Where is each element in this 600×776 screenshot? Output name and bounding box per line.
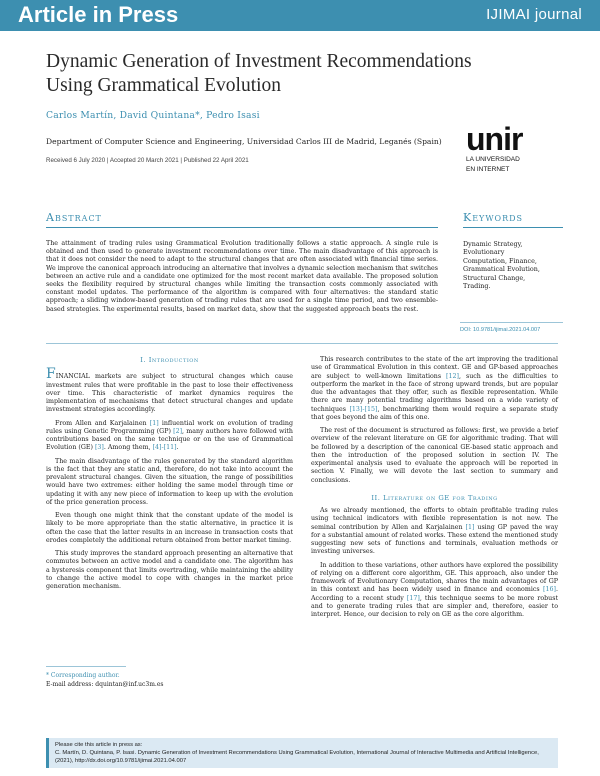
citation-link[interactable]: [2] bbox=[173, 427, 183, 435]
citation-link[interactable]: [17] bbox=[406, 594, 420, 602]
citation-text: C. Martín, D. Quintana, P. Isasi. Dynamic Generation of Investment Recommendations Using Grammatical Evolution, International Journal of Interactive Multimedia and Artificial Intelligence, (2021), http://dx.doi.org/10.9781/ijimai.2021.04.007 bbox=[55, 750, 539, 764]
keyword: Dynamic Strategy, bbox=[463, 240, 523, 248]
logo-tagline-2: EN INTERNET bbox=[466, 166, 510, 173]
abstract-text: The attainment of trading rules using Grammatical Evolution traditionally follows a static approach. A single rule is obtained and then used to generate investment recommendations over time. The main disadvantage of this approach is that it does not consider the need to adapt to the structural changes that are often associated with financial time series. We improve the canonical approach introducing an alternative that involves a dynamic selection mechanism that switches between an active rule and a candidate one optimized for the most recent market data available. The proposed solution seeks the flexibility required by structural changes while limiting the transaction costs commonly associated with constant model updates. The performance of the algorithm is compared with four alternatives: the standard static approach; a sliding window-based generation of trading rules that are used for a single time period, and two ensemble-based strategies. The experimental results, based on market data, show that the suggested approach beats the rest. bbox=[46, 240, 438, 313]
intro-paragraph-1: FINANCIAL markets are subject to structural changes which cause investment rules that were profitable in the past to lose their effectiveness over time. This characteristic of market dynamics requires the implementation of mechanisms that detect structural changes and update investment strategies accordingly. bbox=[46, 366, 293, 414]
right-paragraph-3: As we already mentioned, the efforts to obtain profitable trading rules using technical indicators with flexible representation is not new. The seminal contribution by Allen and Karjalainen [1] using GP paved the way for a substantial amount of related works. These extend the mentioned study suggesting new sets of functions and terminals, evaluation methods or investing universes. bbox=[311, 507, 559, 556]
citation-label: Please cite this article in press as: bbox=[55, 742, 143, 748]
keywords-list bbox=[463, 240, 563, 290]
literature-heading: II. Literature on GE for Trading bbox=[371, 493, 498, 502]
logo-word: unir bbox=[466, 121, 523, 157]
header-banner bbox=[0, 0, 600, 31]
doi-link[interactable]: DOI: 10.9781/ijimai.2021.04.007 bbox=[460, 327, 541, 333]
citation-link[interactable]: [16] bbox=[543, 586, 556, 594]
abstract-rule bbox=[46, 227, 438, 228]
right-paragraph-1: This research contributes to the state of the art improving the traditional use of Grammatical Evolution in this context. GE and GP-based approaches are subject to well-known limitations [12], such as the difficulties to outperform the market in the face of strong upward trends, but are popular due the advantages that they offer, such as flexible representation. While there are many potential trading algorithms based on a wide variety of techniques [13]-[15], benchmarking them would require a separate study that goes beyond the aim of this one. bbox=[311, 356, 558, 421]
paper-title: Dynamic Generation of Investment Recommendations Using Grammatical Evolution bbox=[46, 51, 472, 96]
body-separator bbox=[46, 343, 558, 344]
article-in-press-label: Article in Press bbox=[18, 2, 179, 27]
keywords-heading: Keywords bbox=[463, 211, 524, 224]
right-paragraph-4: In addition to these variations, other authors have explored the possibility of relying on a different core algorithm, GE. This approach, also under the framework of Evolutionary Computation, shares the main advantages of GP in this context and has been widely used in finance and economics [16]. According to a recent study [17], this technique seems to be more robust and to generate trading rules that are simpler and, therefore, easier to interpret. Hence, our decision to rely on GE as the core algorithm. bbox=[311, 561, 558, 618]
journal-name: IJIMAI journal bbox=[486, 6, 582, 23]
citation-link[interactable]: [4]-[11] bbox=[152, 444, 177, 452]
citation-link[interactable]: [1] bbox=[465, 523, 475, 531]
authors: Carlos Martín, David Quintana*, Pedro Isasi bbox=[46, 110, 260, 121]
citation-link[interactable]: [13]-[15] bbox=[349, 405, 378, 413]
right-column bbox=[311, 356, 558, 624]
logo-tagline-1: LA UNIVERSIDAD bbox=[466, 156, 520, 163]
keyword: Evolutionary bbox=[463, 248, 505, 257]
citation-link[interactable]: [1] bbox=[149, 419, 159, 427]
drop-cap: F bbox=[46, 366, 56, 383]
intro-paragraph-5: This study improves the standard approach presenting an alternative that commutes between an active model and a candidate one. The algorithm has a hysteresis component that limits overtrading, while maintaining the ability to change the active model to cope with changes in the market price generation mechanism. bbox=[46, 550, 293, 590]
publication-dates: Received 6 July 2020 | Accepted 20 March 2021 | Published 22 April 2021 bbox=[46, 157, 249, 164]
citation-link[interactable]: [3] bbox=[94, 444, 104, 452]
corresponding-email[interactable]: E-mail address: dquintan@inf.uc3m.es bbox=[46, 681, 164, 688]
citation-link[interactable]: [12] bbox=[446, 372, 459, 380]
affiliation: Department of Computer Science and Engineering, Universidad Carlos III de Madrid, Leganés (Spain) bbox=[46, 137, 442, 146]
keyword: Grammatical Evolution, bbox=[463, 265, 540, 274]
citation-box bbox=[46, 738, 558, 768]
unir-logo bbox=[466, 121, 566, 174]
keyword: Trading. bbox=[463, 282, 491, 291]
keyword: Computation, Finance, bbox=[463, 256, 537, 265]
keyword: Structural Change, bbox=[463, 273, 526, 282]
intro-paragraph-2: From Allen and Karjalainen [1] influential work on evolution of trading rules using Genetic Programming (GP) [2], many authors have followed with contributions based on the same technique or on the use of Grammatical Evolution (GE) [3]. Among them, [4]-[11]. bbox=[46, 419, 293, 452]
intro-paragraph-3: The main disadvantage of the rules generated by the standard algorithm is the fact that they are static and, therefore, do not take into account the prevalent structural changes. Given the situation, the range of possibilities would have two extremes: either holding the same model through time or updating it with any new piece of information to keep up with the evolution of the price generation process. bbox=[46, 457, 293, 506]
left-column bbox=[46, 356, 293, 596]
corresponding-label: * Corresponding author. bbox=[46, 672, 120, 679]
keywords-rule bbox=[463, 227, 563, 228]
right-paragraph-2: The rest of the document is structured as follows: first, we provide a brief overview of the relevant literature on GE for algorithmic trading. That will be followed by a description of the canonical GE-based static approach and then the introduction of the proposed solution in section IV. The experimental analysis used to evaluate the approach will be reported in section V. Finally, we will devote the last section to summary and conclusions. bbox=[311, 427, 558, 484]
footnote-rule bbox=[46, 666, 126, 667]
intro-paragraph-4: Even though one might think that the constant update of the model is likely to be more appropriate than the static alternative, in practice it is often the case that the latter results in an increase in transaction costs that erodes completely the additional return obtained from better market timing. bbox=[46, 512, 293, 544]
doi-rule bbox=[460, 322, 563, 323]
abstract-heading: Abstract bbox=[46, 211, 102, 224]
introduction-heading: I. Introduction bbox=[140, 356, 199, 364]
corresponding-author bbox=[46, 671, 293, 689]
